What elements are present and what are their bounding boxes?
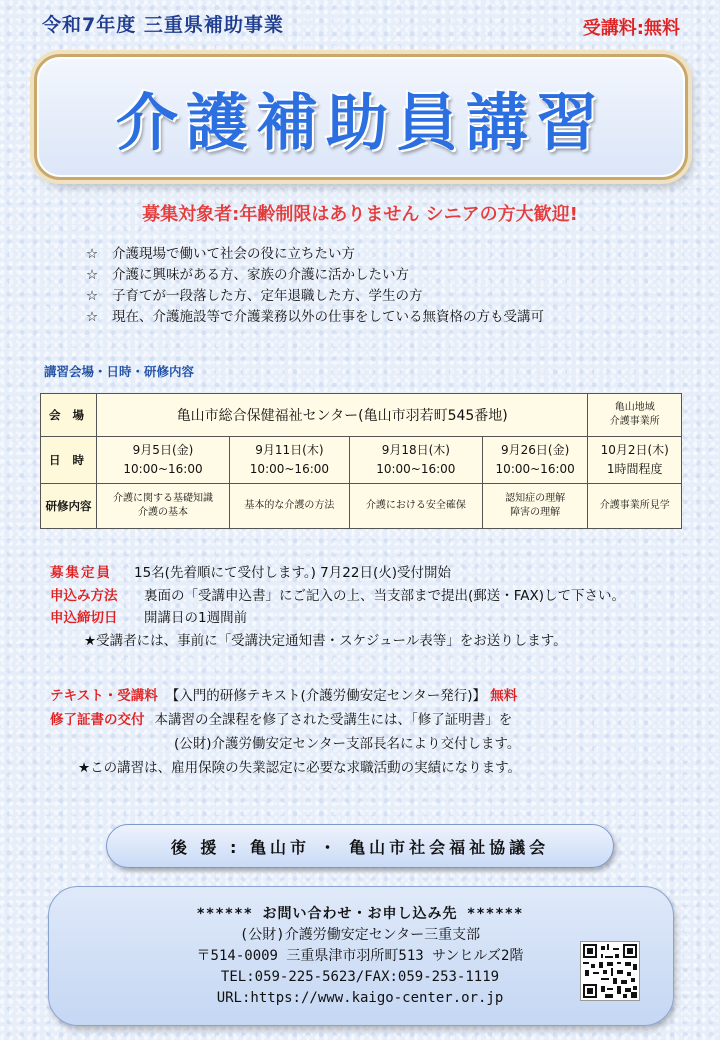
schedule-table: [40, 393, 682, 529]
details-block-2: [50, 684, 521, 780]
deadline-line: [50, 607, 625, 630]
deadline-value: 開講日の1週間前: [144, 610, 248, 626]
cert-value-1: 本講習の全課程を修了された受講生には、「修了証明書」を: [154, 712, 513, 728]
deadline-label: 申込締切日: [50, 610, 118, 626]
section-label: 講習会場・日時・研修内容: [44, 364, 195, 379]
date-cell: 9月18日(木) 10:00~16:00: [349, 437, 482, 484]
support-banner: 後 援 : 亀山市 ・ 亀山市社会福祉協議会: [106, 824, 614, 868]
contact-info: [48, 904, 672, 1009]
apply-line: [50, 585, 625, 608]
title-banner: [34, 54, 688, 180]
content-header: 研修内容: [41, 484, 97, 529]
list-item: ☆ 介護に興味がある方、家族の介護に活かしたい方: [86, 265, 544, 286]
contact-url[interactable]: URL:https://www.kaigo-center.or.jp: [216, 990, 504, 1006]
list-item: ☆ 現在、介護施設等で介護業務以外の仕事をしている無資格の方も受講可: [86, 307, 544, 328]
notice-line: ★受講者には、事前に「受講決定通知書・スケジュール表等」をお送りします。: [84, 632, 567, 649]
contact-tel-fax: TEL:059-225-5623/FAX:059-253-1119: [220, 969, 500, 985]
fee-badge: 受講料:無料: [582, 18, 680, 39]
date-header: 日 時: [41, 437, 97, 484]
page-title: 介護補助員講習: [115, 85, 606, 159]
star-icon: ☆: [86, 309, 99, 325]
header-year-line: 令和7年度 三重県補助事業: [42, 14, 284, 36]
details-block: [50, 562, 625, 652]
content-cell: 介護における安全確保: [349, 484, 482, 529]
capacity-line: [50, 562, 625, 585]
apply-value: 裏面の「受講申込書」にご記入の上、当支部まで提出(郵送・FAX)して下さい。: [144, 587, 626, 604]
capacity-value: 15名(先着順にて受付します。) 7月22日(火)受付開始: [134, 565, 451, 581]
cert-label: 修了証書の交付: [50, 712, 145, 728]
text-label: テキスト・受講料: [50, 688, 158, 704]
note-line: ★この講習は、雇用保険の失業認定に必要な求職活動の実績になります。: [78, 760, 522, 776]
content-cell: 介護に関する基礎知識 介護の基本: [97, 484, 230, 529]
date-cell: 10月2日(木) 1時間程度: [588, 437, 682, 484]
cert-value-2: (公財)介護労働安定センター支部長名により交付します。: [174, 736, 521, 752]
star-icon: ☆: [86, 267, 99, 283]
contact-title: ****** お問い合わせ・お申し込み先 ******: [196, 906, 524, 922]
list-item: ☆ 子育てが一段落した方、定年退職した方、学生の方: [86, 286, 544, 307]
contact-address: 〒514-0009 三重県津市羽所町513 サンヒルズ2階: [196, 948, 524, 964]
list-item: ☆ 介護現場で働いて社会の役に立ちたい方: [86, 244, 544, 265]
star-icon: ☆: [86, 246, 99, 262]
content-cell: 介護事業所見学: [588, 484, 682, 529]
venue-main: 亀山市総合保健福祉センター(亀山市羽若町545番地): [97, 394, 588, 437]
cert-line: [50, 708, 521, 732]
capacity-label: 募集定員: [50, 565, 112, 581]
date-cell: 9月11日(木) 10:00~16:00: [230, 437, 350, 484]
star-icon: ☆: [86, 288, 99, 304]
date-cell: 9月5日(金) 10:00~16:00: [97, 437, 230, 484]
table-row: [41, 437, 682, 484]
content-cell: 基本的な介護の方法: [230, 484, 350, 529]
bullet-list: [86, 244, 544, 328]
qr-code-icon[interactable]: [580, 941, 640, 1001]
table-row: [41, 484, 682, 529]
apply-label: 申込み方法: [50, 587, 118, 604]
target-audience: 募集対象者:年齢制限はありません シニアの方大歓迎!: [142, 204, 578, 225]
date-cell: 9月26日(金) 10:00~16:00: [482, 437, 588, 484]
contact-org: (公財)介護労働安定センター三重支部: [239, 927, 481, 943]
table-row: [41, 394, 682, 437]
venue-header: 会 場: [41, 394, 97, 437]
text-line: [50, 684, 521, 708]
venue-last: 亀山地域 介護事業所: [588, 394, 682, 437]
text-value: 【入門的研修テキスト(介護労働安定センター発行)】: [165, 688, 486, 704]
content-cell: 認知症の理解 障害の理解: [482, 484, 588, 529]
text-fee: 無料: [490, 688, 518, 704]
